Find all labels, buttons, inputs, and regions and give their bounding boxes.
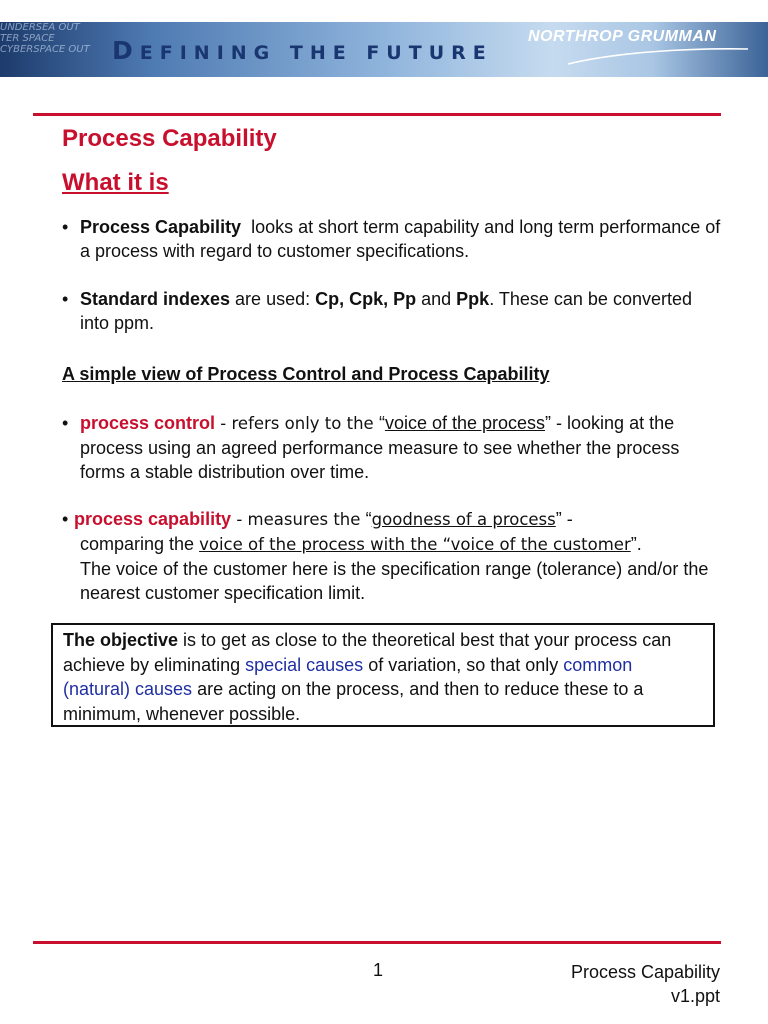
index-name-ppk: Ppk — [456, 289, 490, 309]
tagline-initial: D — [112, 36, 140, 65]
footer-document-name — [520, 960, 720, 1008]
bullet-term: Standard indexes — [80, 289, 231, 309]
voice-of-process-phrase: voice of the process — [384, 413, 546, 433]
bullet-text: and — [416, 289, 457, 309]
objective-box — [51, 623, 715, 727]
term-process-control: process control — [80, 413, 216, 433]
header-banner — [0, 22, 768, 77]
bullet-standard-indexes — [62, 287, 722, 335]
voice-comparison-phrase: voice of the process with the “voice of the customer — [199, 535, 631, 554]
common-causes-term: common (natural) causes — [63, 654, 633, 699]
banner-bg-line: TER SPACE — [0, 33, 55, 44]
objective-text: of variation, so that only — [363, 654, 564, 675]
section-heading: A simple view of Process Control and Process Capability — [62, 364, 550, 384]
banner-bg-line: CYBERSPACE OUT — [0, 44, 90, 55]
bullet-process-capability-measure — [62, 507, 722, 605]
bullet-process-capability — [62, 215, 726, 263]
bottom-divider — [33, 941, 721, 944]
bullet-text: . These can be converted into ppm. — [80, 289, 698, 333]
objective-text: is to get as close to the theoretical best that your process can achieve by eliminating — [63, 630, 677, 675]
bullet-marker: • — [62, 509, 69, 529]
term-process-capability: process capability — [74, 509, 232, 529]
bullet-text: comparing the — [80, 534, 200, 554]
page-number: 1 — [373, 960, 384, 980]
bullet-text: The voice of the customer here is the specification range (tolerance) and/or the nearest customer specification limit. — [80, 559, 709, 603]
bullet-marker: • — [62, 289, 69, 309]
page-subtitle: What it is — [62, 169, 169, 196]
goodness-phrase: goodness of a process — [371, 510, 556, 529]
doc-name-line: v1.ppt — [670, 986, 720, 1006]
bullet-marker: • — [62, 413, 69, 433]
bullet-text: - measures the — [231, 510, 366, 529]
bullet-text: ”. — [630, 534, 642, 554]
quote-mark: “ — [378, 413, 385, 433]
bullet-text: - refers only to the — [215, 414, 379, 433]
bullet-text: - — [561, 509, 573, 529]
bullet-process-control — [62, 411, 722, 484]
bullet-marker: • — [62, 217, 69, 237]
logo-wordmark: NORTHROP GRUMMAN — [528, 28, 717, 45]
banner-bg-line: UNDERSEA OUT — [0, 22, 80, 33]
doc-name-line: Process Capability — [570, 962, 720, 982]
bullet-term: Process Capability — [80, 217, 242, 237]
quote-mark: ” — [555, 509, 562, 529]
bullet-text: are used: — [230, 289, 316, 309]
index-names: Cp, Cpk, Pp — [315, 289, 417, 309]
company-logo — [528, 28, 750, 68]
quote-mark: “ — [365, 509, 372, 529]
objective-label: The objective — [63, 630, 179, 650]
tagline-rest: EFINING THE FUTURE — [139, 42, 493, 64]
bullet-text: looks at short term capability and long term performance of a process with regard to customer specifications. — [80, 217, 726, 261]
page-title: Process Capability — [62, 125, 277, 152]
banner-tagline — [112, 36, 493, 65]
quote-mark: ” — [545, 413, 552, 433]
special-causes-term: special causes — [245, 654, 364, 675]
banner-background-text — [0, 22, 110, 77]
top-divider — [33, 113, 721, 116]
bullet-text: - looking at the process using an agreed performance measure to see whether the process forms a stable distribution over time. — [80, 413, 685, 482]
logo-swoosh-icon — [528, 46, 750, 66]
objective-text: are acting on the process, and then to reduce these to a minimum, whenever possible. — [63, 679, 649, 724]
